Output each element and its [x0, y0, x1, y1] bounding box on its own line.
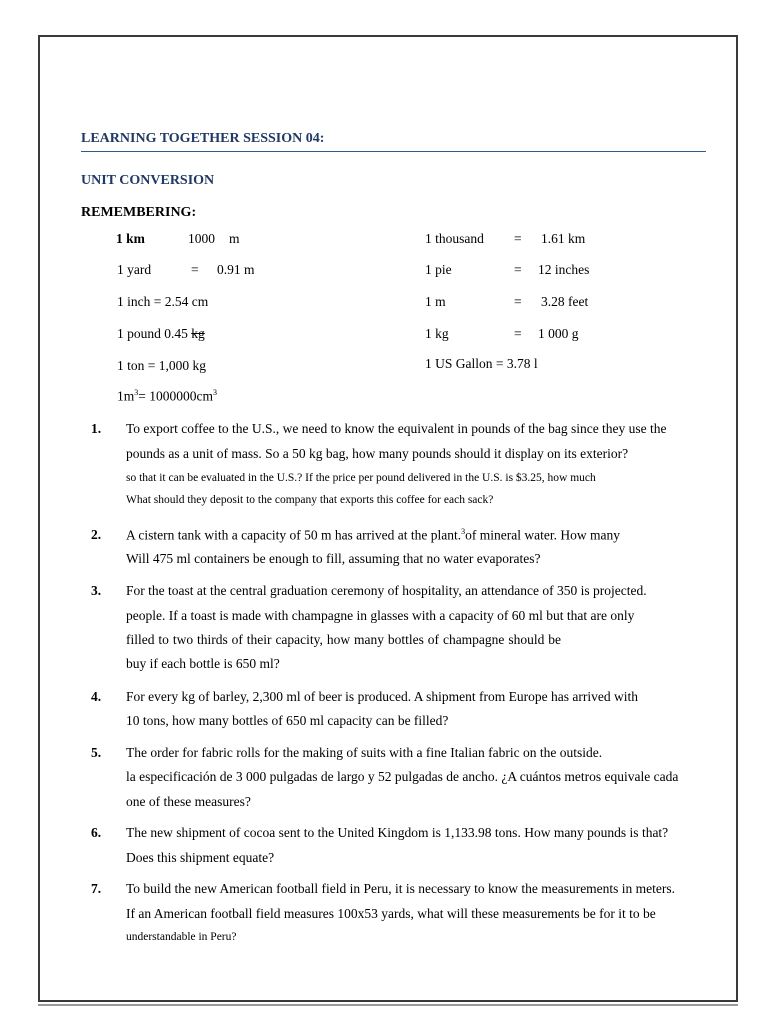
conversion-equals: = — [514, 294, 522, 309]
question-number: 3. — [91, 583, 102, 598]
question-text: What should they deposit to the company that exports this coffee for each sack? — [126, 494, 494, 506]
question-number: 1. — [91, 421, 102, 436]
conversion-unit: 1 kg — [425, 326, 449, 341]
conversion-value: 1000 — [188, 231, 215, 246]
conversion-row — [117, 388, 217, 405]
conversion-unit: 1 thousand — [425, 231, 484, 246]
question-text — [126, 527, 620, 544]
question-text: pounds as a unit of mass. So a 50 kg bag, how many pounds should it display on its exterior? — [126, 446, 629, 461]
section-title: UNIT CONVERSION — [81, 173, 215, 188]
question-text: filled to two thirds of their capacity, how many bottles of champagne should be — [126, 632, 561, 647]
question-number: 2. — [91, 527, 102, 542]
conversion-row: 1 US Gallon = 3.78 l — [425, 356, 538, 371]
question-number: 4. — [91, 689, 102, 704]
conversion-value: = 1000000cm — [138, 388, 213, 404]
conversion-equals: = — [514, 326, 522, 341]
conversion-value: 1.61 km — [541, 231, 586, 246]
struck-unit: kg — [191, 326, 205, 341]
question-text: 10 tons, how many bottles of 650 ml capacity can be filled? — [126, 713, 449, 728]
question-text: people. If a toast is made with champagne in glasses with a capacity of 60 ml but that are only — [126, 608, 635, 623]
question-text: For every kg of barley, 2,300 ml of beer is produced. A shipment from Europe has arrived with — [126, 689, 638, 704]
question-text: Does this shipment equate? — [126, 850, 275, 865]
conversion-value: 1 000 g — [538, 326, 579, 341]
conversion-unit: 1 km — [116, 231, 145, 246]
session-title: LEARNING TOGETHER SESSION 04: — [81, 131, 325, 146]
question-text: The new shipment of cocoa sent to the United Kingdom is 1,133.98 tons. How many pounds is that? — [126, 825, 669, 840]
conversion-row: 1 ton = 1,000 kg — [117, 358, 206, 373]
question-number: 7. — [91, 881, 102, 896]
conversion-unit: 1 m — [425, 294, 446, 309]
question-text: To build the new American football field in Peru, it is necessary to know the measurements in meters. — [126, 881, 676, 896]
superscript: 3 — [461, 527, 466, 536]
conversion-equals: = — [514, 231, 522, 246]
question-text: The order for fabric rolls for the making of suits with a fine Italian fabric on the outside. — [126, 745, 603, 760]
title-divider — [81, 151, 706, 152]
superscript: 3 — [134, 388, 139, 397]
question-number: 5. — [91, 745, 102, 760]
conversion-row — [117, 326, 205, 342]
question-text-part: A cistern tank with a capacity of 50 m has arrived at the plant. — [126, 527, 462, 543]
question-text: To export coffee to the U.S., we need to know the equivalent in pounds of the bag since they use the — [126, 421, 667, 436]
conversion-row: 1 inch = 2.54 cm — [117, 294, 209, 309]
question-text: For the toast at the central graduation ceremony of hospitality, an attendance of 350 is projected. — [126, 583, 647, 598]
conversion-text: 1 pound 0.45 — [117, 326, 192, 341]
remembering-label: REMEMBERING: — [81, 205, 197, 220]
question-text: la especificación de 3 000 pulgadas de largo y 52 pulgadas de ancho. ¿A cuántos metros equivale cada — [126, 769, 679, 784]
conversion-unit: 1m — [117, 388, 135, 404]
question-text: Will 475 ml containers be enough to fill, assuming that no water evaporates? — [126, 551, 541, 566]
superscript: 3 — [213, 388, 217, 397]
conversion-value: 0.91 m — [217, 262, 255, 277]
conversion-value: 3.28 feet — [541, 294, 589, 309]
question-number: 6. — [91, 825, 102, 840]
conversion-unit-target: m — [229, 231, 240, 246]
question-text-part: of mineral water. How many — [465, 527, 620, 543]
conversion-value: 12 inches — [538, 262, 590, 277]
question-text: understandable in Peru? — [126, 931, 237, 943]
conversion-unit: 1 yard — [117, 262, 152, 277]
question-text: buy if each bottle is 650 ml? — [126, 656, 280, 671]
question-text: so that it can be evaluated in the U.S.? If the price per pound delivered in the U.S. is $3.25, how much — [126, 472, 596, 484]
conversion-equals: = — [514, 262, 522, 277]
question-text: If an American football field measures 100x53 yards, what will these measurements be for it to be — [126, 906, 656, 921]
conversion-unit: 1 pie — [425, 262, 452, 277]
conversion-equals: = — [191, 262, 199, 277]
question-text: one of these measures? — [126, 794, 251, 809]
